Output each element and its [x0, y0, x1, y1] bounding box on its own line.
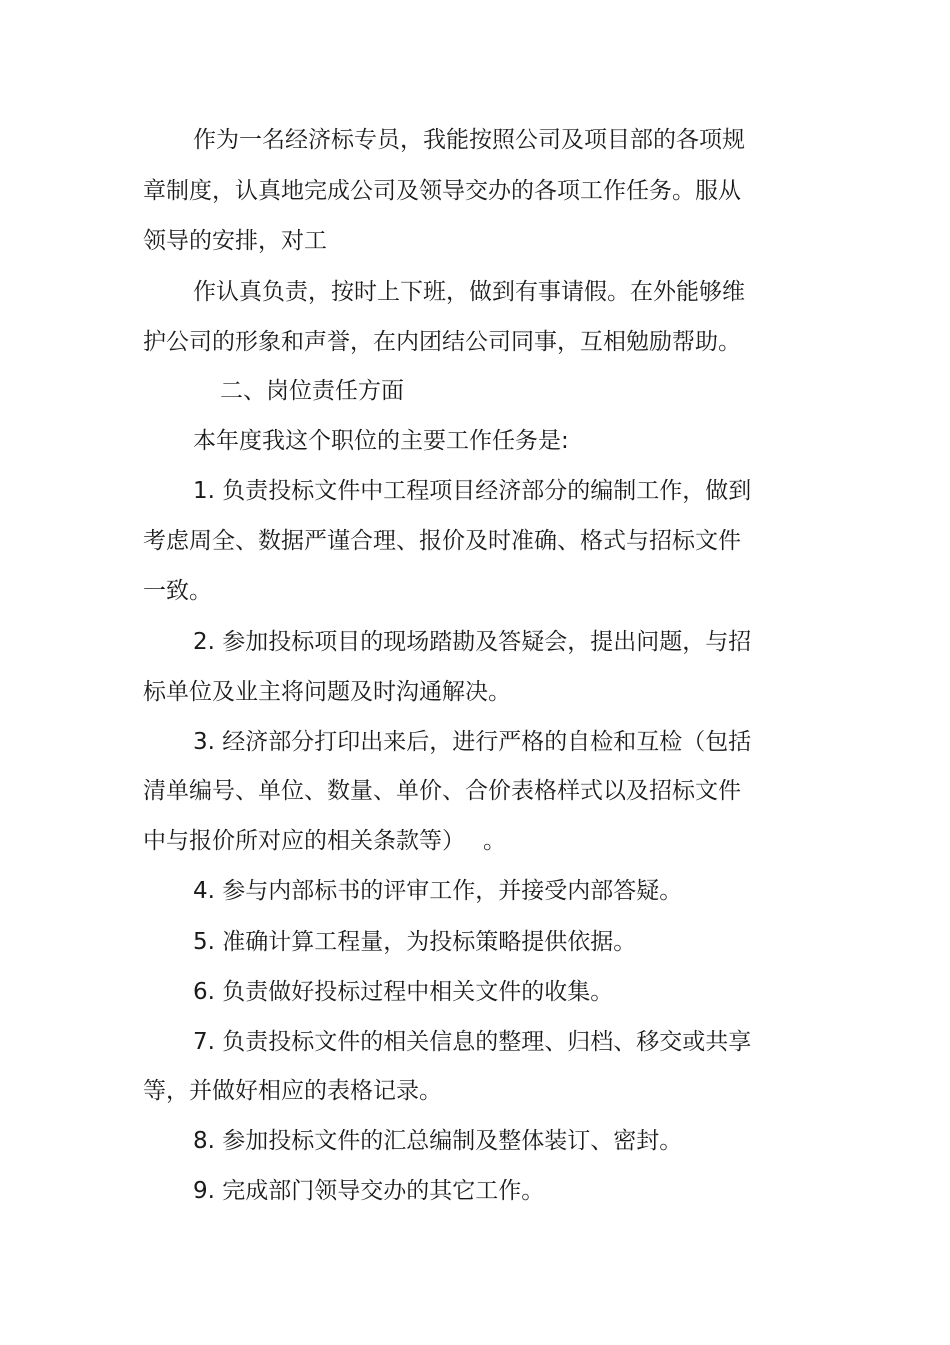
paragraph-1-line-3: 领导的安排，对工: [143, 228, 327, 254]
intro-line: 本年度我这个职位的主要工作任务是:: [193, 428, 569, 454]
item-9: 9. 完成部门领导交办的其它工作。: [193, 1178, 545, 1204]
item-7-line-1: 7. 负责投标文件的相关信息的整理、归档、移交或共享: [193, 1029, 752, 1055]
paragraph-2-line-1: 作认真负责，按时上下班，做到有事请假。在外能够维: [193, 279, 745, 305]
item-5: 5. 准确计算工程量，为投标策略提供依据。: [193, 929, 637, 955]
item-3-line-1: 3. 经济部分打印出来后，进行严格的自检和互检（包括: [193, 729, 752, 755]
item-3-line-2: 清单编号、单位、数量、单价、合价表格样式以及招标文件: [143, 778, 741, 804]
section-heading: 二、岗位责任方面: [220, 378, 404, 404]
paragraph-1-line-1: 作为一名经济标专员，我能按照公司及项目部的各项规: [193, 127, 745, 153]
item-8: 8. 参加投标文件的汇总编制及整体装订、密封。: [193, 1128, 683, 1154]
paragraph-1-line-2: 章制度，认真地完成公司及领导交办的各项工作任务。服从: [143, 178, 741, 204]
item-2-line-1: 2. 参加投标项目的现场踏勘及答疑会，提出问题，与招: [193, 629, 752, 655]
item-1-line-2: 考虑周全、数据严谨合理、报价及时准确、格式与招标文件: [143, 528, 741, 554]
item-1-line-3: 一致。: [143, 578, 212, 604]
item-4: 4. 参与内部标书的评审工作，并接受内部答疑。: [193, 878, 683, 904]
item-6: 6. 负责做好投标过程中相关文件的收集。: [193, 979, 614, 1005]
item-1-line-1: 1. 负责投标文件中工程项目经济部分的编制工作，做到: [193, 478, 752, 504]
item-3-period: 。: [483, 828, 506, 854]
item-3-line-3: 中与报价所对应的相关条款等）: [143, 828, 465, 854]
paragraph-2-line-2: 护公司的形象和声誉，在内团结公司同事，互相勉励帮助。: [143, 329, 741, 355]
item-2-line-2: 标单位及业主将问题及时沟通解决。: [143, 679, 511, 705]
item-7-line-2: 等，并做好相应的表格记录。: [143, 1078, 442, 1104]
